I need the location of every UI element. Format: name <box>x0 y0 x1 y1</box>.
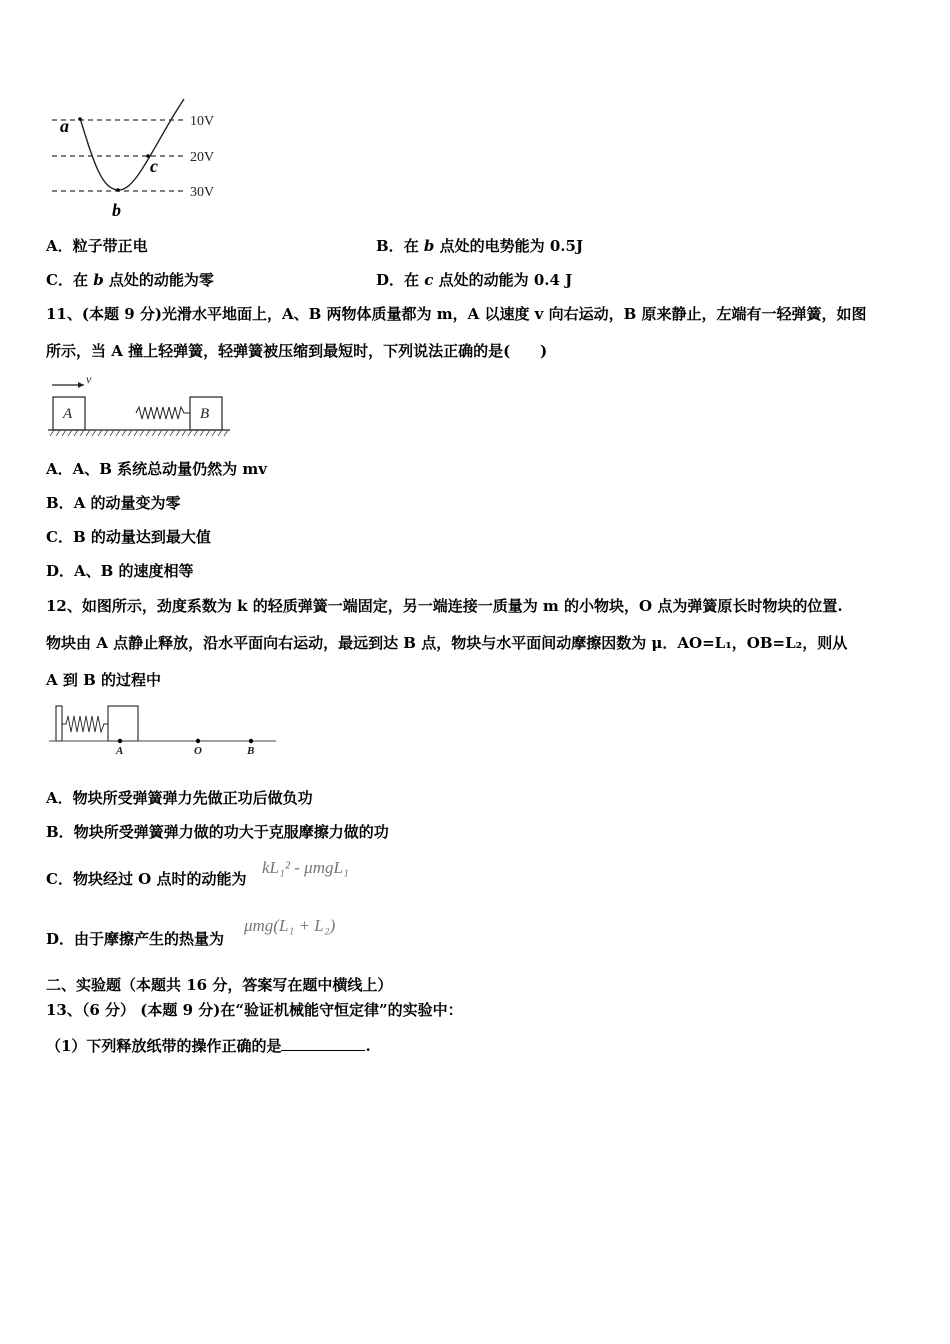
point-b: b <box>112 200 121 220</box>
point-c: c <box>150 156 158 176</box>
point-o-label: O <box>194 745 202 757</box>
q12-option-a: A．物块所受弹簧弹力先做正功后做负功 <box>46 789 313 807</box>
q11-stem-line1: 11、(本题 9 分)光滑水平地面上，A、B 两物体质量都为 m，A 以速度 v 向右运动，B 原来静止，左端有一轻弹簧，如图 <box>46 305 867 323</box>
q10-option-b: B．在 b 点处的电势能为 0.5J <box>376 237 584 255</box>
q11-stem-line2: 所示，当 A 撞上轻弹簧，轻弹簧被压缩到最短时，下列说法正确的是( ) <box>46 342 548 360</box>
q10-option-a: A．粒子带正电 <box>46 237 148 255</box>
collision-spring-figure <box>44 372 234 438</box>
q12-stem-line3: A 到 B 的过程中 <box>46 671 161 689</box>
level-20v: 20V <box>190 150 215 165</box>
q11-option-c: C．B 的动量达到最大值 <box>46 528 211 546</box>
q10-option-d: D．在 c 点处的动能为 0.4 J <box>376 271 573 289</box>
q12-option-c-formula: kL₁² - μmgL₁ <box>262 858 349 877</box>
q12-option-d: D．由于摩擦产生的热量为 <box>46 930 225 948</box>
q11-option-a: A．A、B 系统总动量仍然为 mv <box>46 460 267 478</box>
q12-option-d-formula: μmg(L₁ + L₂) <box>244 916 336 935</box>
level-30v: 30V <box>190 185 215 200</box>
q12-option-c: C．物块经过 O 点时的动能为 <box>46 870 247 888</box>
velocity-label: v <box>86 372 92 386</box>
spring-block-figure <box>44 702 280 758</box>
point-a-label: A <box>116 745 124 757</box>
level-10v: 10V <box>190 114 215 129</box>
q11-option-d: D．A、B 的速度相等 <box>46 562 194 580</box>
equipotential-trajectory-figure <box>44 94 234 222</box>
point-a: a <box>60 116 69 136</box>
block-a-label: A <box>63 406 73 422</box>
q13-part1: （1）下列释放纸带的操作正确的是 . <box>46 1037 371 1055</box>
q12-stem-line1: 12、如图所示，劲度系数为 k 的轻质弹簧一端固定，另一端连接一质量为 m 的小物块，O 点为弹簧原长时物块的位置. <box>46 597 843 615</box>
answer-blank[interactable] <box>281 1036 365 1051</box>
point-b-label: B <box>247 745 255 757</box>
q10-option-c: C．在 b 点处的动能为零 <box>46 271 214 289</box>
section-heading: 二、实验题（本题共 16 分，答案写在题中横线上） <box>46 976 393 994</box>
q12-option-b: B．物块所受弹簧弹力做的功大于克服摩擦力做的功 <box>46 823 389 841</box>
q11-option-b: B．A 的动量变为零 <box>46 494 181 512</box>
block-b-label: B <box>200 406 210 422</box>
q12-stem-line2: 物块由 A 点静止释放，沿水平面向右运动，最远到达 B 点，物块与水平面间动摩擦因数为 μ．AO=L₁，OB=L₂，则从 <box>46 634 848 652</box>
q13-stem: 13、（6 分） (本题 9 分)在“验证机械能守恒定律”的实验中： <box>46 1001 463 1019</box>
